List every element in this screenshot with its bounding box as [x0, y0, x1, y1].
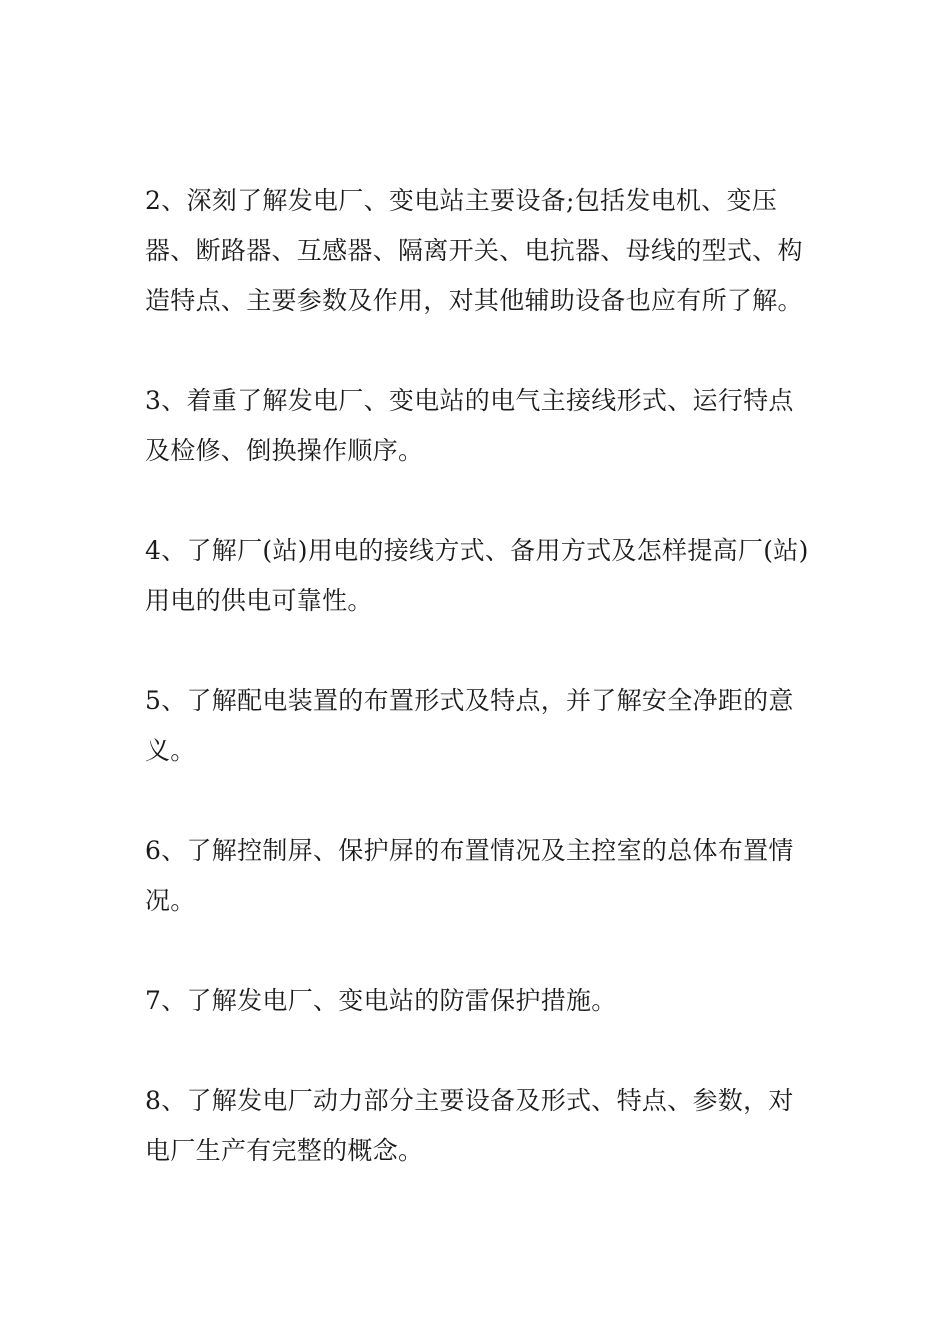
paragraph-item-6: 6、了解控制屏、保护屏的布置情况及主控室的总体布置情况。	[145, 836, 794, 915]
paragraph-item-4: 4、了解厂(站)用电的接线方式、备用方式及怎样提高厂(站)用电的供电可靠性。	[145, 536, 809, 615]
paragraph-item-2: 2、深刻了解发电厂、变电站主要设备;包括发电机、变压器、断路器、互感器、隔离开关、电抗器、母线的型式、构造特点、主要参数及作用，对其他辅助设备也应有所了解。	[145, 186, 803, 315]
paragraph-item-8: 8、了解发电厂动力部分主要设备及形式、特点、参数，对电厂生产有完整的概念。	[145, 1086, 794, 1165]
paragraph-item-3: 3、着重了解发电厂、变电站的电气主接线形式、运行特点及检修、倒换操作顺序。	[145, 386, 794, 465]
paragraph-item-7: 7、了解发电厂、变电站的防雷保护措施。	[145, 986, 617, 1015]
document-body	[145, 176, 810, 1176]
paragraph-item-5: 5、了解配电装置的布置形式及特点，并了解安全净距的意义。	[145, 686, 794, 765]
